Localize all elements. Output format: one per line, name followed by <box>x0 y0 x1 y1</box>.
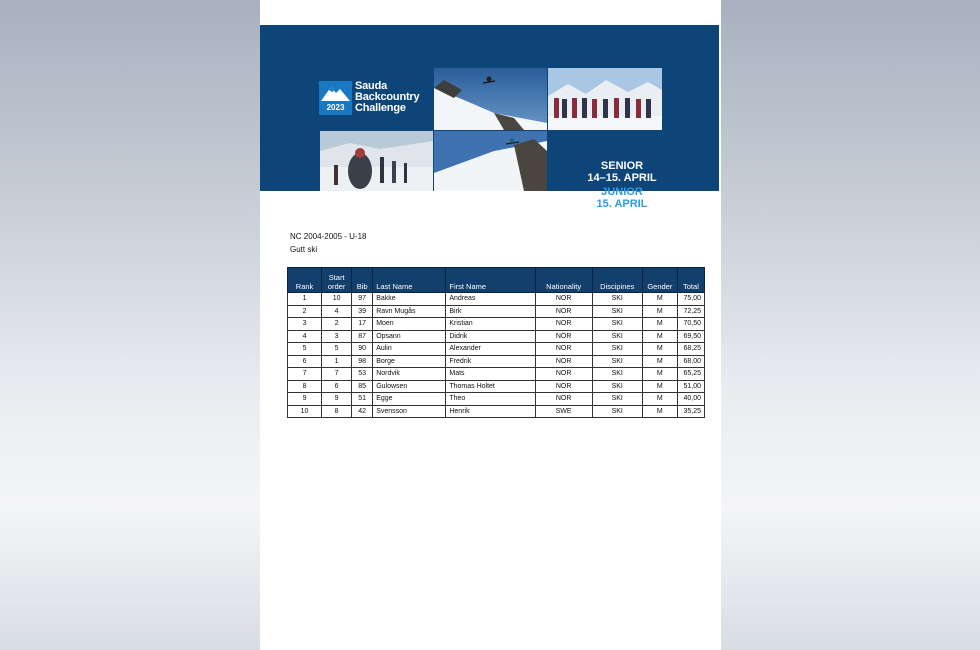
cell-rank: 4 <box>288 330 322 343</box>
header-total: Total <box>677 268 704 293</box>
table-row <box>288 293 705 306</box>
cell-gender: M <box>642 343 677 356</box>
cell-total: 70,50 <box>677 318 704 331</box>
mountain-icon <box>319 81 352 115</box>
cell-bib: 51 <box>352 393 373 406</box>
cell-rank: 2 <box>288 305 322 318</box>
cell-nationality: NOR <box>535 305 592 318</box>
cell-last-name: Opsann <box>373 330 446 343</box>
cell-start-order: 1 <box>322 355 352 368</box>
document-page <box>260 0 721 650</box>
table-row <box>288 343 705 356</box>
cell-start-order: 3 <box>322 330 352 343</box>
cell-discipline: SKI <box>592 380 642 393</box>
cell-first-name: Theo <box>446 393 535 406</box>
table-row <box>288 380 705 393</box>
cell-start-order: 6 <box>322 380 352 393</box>
cell-discipline: SKI <box>592 305 642 318</box>
table-row <box>288 405 705 418</box>
cell-nationality: NOR <box>535 355 592 368</box>
cell-gender: M <box>642 405 677 418</box>
cell-bib: 39 <box>352 305 373 318</box>
cell-last-name: Aulin <box>373 343 446 356</box>
cell-bib: 85 <box>352 380 373 393</box>
header-row <box>288 268 705 293</box>
table-row <box>288 368 705 381</box>
header-nationality: Nationality <box>535 268 592 293</box>
header-first-name: First Name <box>446 268 535 293</box>
table-row <box>288 393 705 406</box>
cell-discipline: SKI <box>592 318 642 331</box>
cell-last-name: Gulowsen <box>373 380 446 393</box>
cell-nationality: NOR <box>535 330 592 343</box>
cell-nationality: NOR <box>535 343 592 356</box>
cell-total: 68,00 <box>677 355 704 368</box>
cell-total: 68,25 <box>677 343 704 356</box>
cell-last-name: Egge <box>373 393 446 406</box>
cell-bib: 42 <box>352 405 373 418</box>
header-bib: Bib <box>352 268 373 293</box>
senior-dates: 14–15. APRIL <box>587 172 657 184</box>
cell-last-name: Svensson <box>373 405 446 418</box>
senior-block <box>552 160 692 184</box>
cell-total: 40,00 <box>677 393 704 406</box>
cell-first-name: Fredrik <box>446 355 535 368</box>
header-gender: Gender <box>642 268 677 293</box>
header-rank: Rank <box>288 268 322 293</box>
cell-discipline: SKI <box>592 393 642 406</box>
cell-start-order: 9 <box>322 393 352 406</box>
cell-rank: 5 <box>288 343 322 356</box>
cell-bib: 98 <box>352 355 373 368</box>
event-logo <box>319 81 431 121</box>
table-row <box>288 355 705 368</box>
cell-rank: 9 <box>288 393 322 406</box>
photo-skiers-hiking <box>320 131 433 191</box>
header-last-name: Last Name <box>373 268 446 293</box>
cell-bib: 97 <box>352 293 373 306</box>
cell-rank: 7 <box>288 368 322 381</box>
logo-text-line3: Challenge <box>355 102 406 114</box>
cell-nationality: NOR <box>535 318 592 331</box>
photo-ski-jump <box>434 68 547 130</box>
table-row <box>288 330 705 343</box>
cell-first-name: Kristian <box>446 318 535 331</box>
header-start-order <box>322 268 352 293</box>
logo-text-line1: Sauda <box>355 80 388 92</box>
table-row <box>288 318 705 331</box>
cell-rank: 3 <box>288 318 322 331</box>
junior-label: JUNIOR <box>601 186 643 198</box>
category-group: Gutt ski <box>290 245 318 254</box>
cell-bib: 53 <box>352 368 373 381</box>
results-body <box>288 293 705 418</box>
cell-total: 35,25 <box>677 405 704 418</box>
cell-bib: 17 <box>352 318 373 331</box>
cell-total: 69,50 <box>677 330 704 343</box>
cell-last-name: Borge <box>373 355 446 368</box>
cell-start-order: 4 <box>322 305 352 318</box>
cell-first-name: Mats <box>446 368 535 381</box>
cell-discipline: SKI <box>592 368 642 381</box>
cell-last-name: Bakke <box>373 293 446 306</box>
cell-start-order: 10 <box>322 293 352 306</box>
header-disciplines: Discipines <box>592 268 642 293</box>
cell-total: 65,25 <box>677 368 704 381</box>
cell-nationality: SWE <box>535 405 592 418</box>
cell-total: 51,00 <box>677 380 704 393</box>
header-start-order-line2: order <box>327 282 346 291</box>
cell-first-name: Birk <box>446 305 535 318</box>
category-class: NC 2004-2005 - U-18 <box>290 232 367 241</box>
logo-year: 2023 <box>326 103 345 112</box>
cell-discipline: SKI <box>592 355 642 368</box>
cell-discipline: SKI <box>592 405 642 418</box>
cell-start-order: 5 <box>322 343 352 356</box>
event-banner <box>260 25 719 210</box>
cell-gender: M <box>642 380 677 393</box>
cell-rank: 1 <box>288 293 322 306</box>
photo-skier-slope <box>434 131 547 191</box>
cell-bib: 90 <box>352 343 373 356</box>
cell-bib: 87 <box>352 330 373 343</box>
cell-nationality: NOR <box>535 293 592 306</box>
cell-gender: M <box>642 293 677 306</box>
cell-last-name: Nordvik <box>373 368 446 381</box>
cell-gender: M <box>642 318 677 331</box>
junior-block <box>552 186 692 210</box>
cell-last-name: Moen <box>373 318 446 331</box>
cell-first-name: Henrik <box>446 405 535 418</box>
cell-gender: M <box>642 305 677 318</box>
cell-total: 75,00 <box>677 293 704 306</box>
header-start-order-line1: Start <box>328 273 345 282</box>
cell-rank: 6 <box>288 355 322 368</box>
cell-start-order: 2 <box>322 318 352 331</box>
table-row <box>288 305 705 318</box>
cell-first-name: Alexander <box>446 343 535 356</box>
cell-first-name: Thomas Holtet <box>446 380 535 393</box>
cell-gender: M <box>642 330 677 343</box>
cell-first-name: Andreas <box>446 293 535 306</box>
cell-rank: 8 <box>288 380 322 393</box>
cell-total: 72,25 <box>677 305 704 318</box>
cell-start-order: 7 <box>322 368 352 381</box>
cell-discipline: SKI <box>592 293 642 306</box>
cell-nationality: NOR <box>535 393 592 406</box>
cell-first-name: Didrik <box>446 330 535 343</box>
junior-dates: 15. APRIL <box>596 198 648 210</box>
photo-group <box>548 68 662 130</box>
cell-gender: M <box>642 368 677 381</box>
cell-start-order: 8 <box>322 405 352 418</box>
cell-discipline: SKI <box>592 343 642 356</box>
senior-label: SENIOR <box>600 160 644 172</box>
cell-last-name: Ravn Mugås <box>373 305 446 318</box>
cell-gender: M <box>642 393 677 406</box>
cell-nationality: NOR <box>535 368 592 381</box>
cell-nationality: NOR <box>535 380 592 393</box>
cell-gender: M <box>642 355 677 368</box>
cell-discipline: SKI <box>592 330 642 343</box>
logo-text-line2: Backcountry <box>355 91 420 103</box>
results-table <box>287 267 705 418</box>
cell-rank: 10 <box>288 405 322 418</box>
